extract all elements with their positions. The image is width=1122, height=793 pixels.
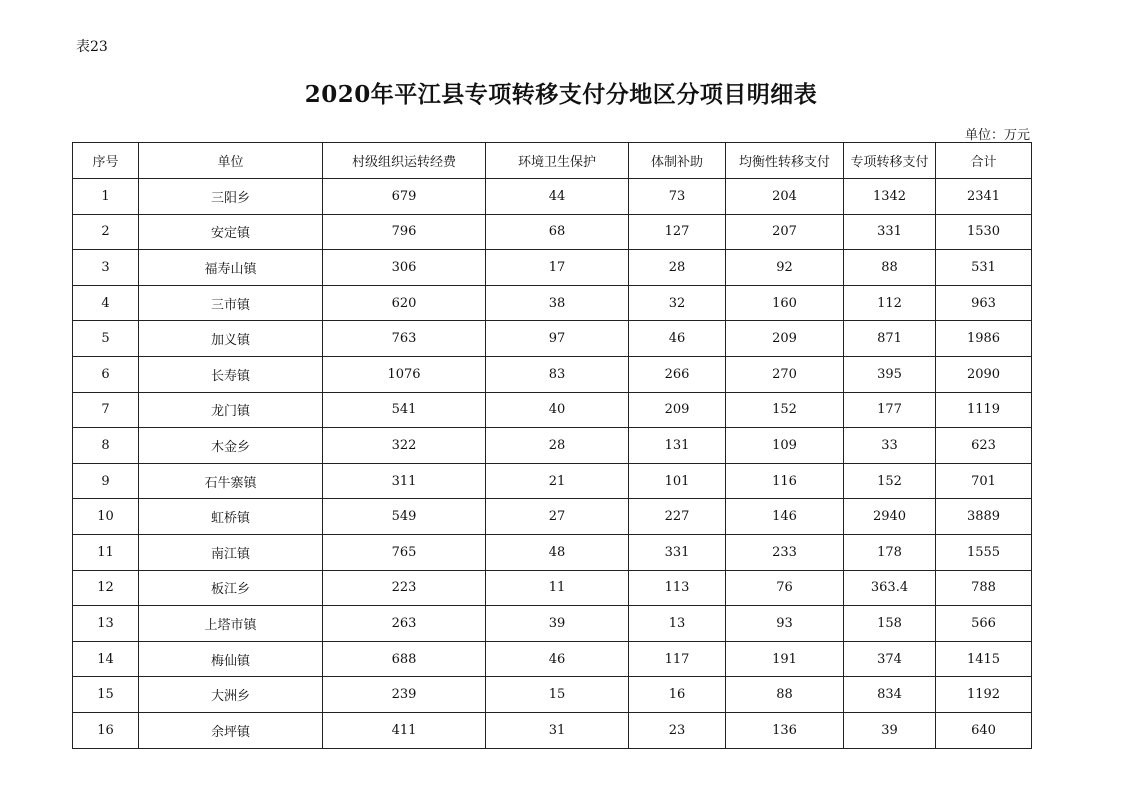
value-cell: 209 [629, 392, 726, 428]
value-cell: 871 [844, 321, 936, 357]
column-header: 专项转移支付 [844, 143, 936, 179]
value-cell: 191 [726, 641, 844, 677]
table-row [73, 641, 1032, 677]
value-cell: 21 [486, 463, 629, 499]
row-index-cell: 13 [73, 606, 139, 642]
value-cell: 209 [726, 321, 844, 357]
value-cell: 2341 [936, 179, 1032, 215]
value-cell: 1119 [936, 392, 1032, 428]
value-cell: 32 [629, 285, 726, 321]
value-cell: 1342 [844, 179, 936, 215]
value-cell: 1555 [936, 534, 1032, 570]
row-index-cell: 1 [73, 179, 139, 215]
table-row [73, 677, 1032, 713]
transfer-payment-table [72, 142, 1032, 749]
row-index-cell: 3 [73, 250, 139, 286]
value-cell: 701 [936, 463, 1032, 499]
table-row [73, 356, 1032, 392]
value-cell: 531 [936, 250, 1032, 286]
column-header: 环境卫生保护 [486, 143, 629, 179]
table-row [73, 214, 1032, 250]
table-row [73, 392, 1032, 428]
unit-name-cell: 板江乡 [139, 570, 323, 606]
value-cell: 131 [629, 428, 726, 464]
unit-name-cell: 虹桥镇 [139, 499, 323, 535]
value-cell: 88 [726, 677, 844, 713]
value-cell: 158 [844, 606, 936, 642]
value-cell: 331 [844, 214, 936, 250]
value-cell: 549 [323, 499, 486, 535]
value-cell: 620 [323, 285, 486, 321]
value-cell: 411 [323, 712, 486, 748]
value-cell: 306 [323, 250, 486, 286]
value-cell: 331 [629, 534, 726, 570]
value-cell: 11 [486, 570, 629, 606]
column-header: 均衡性转移支付 [726, 143, 844, 179]
row-index-cell: 16 [73, 712, 139, 748]
value-cell: 178 [844, 534, 936, 570]
value-cell: 763 [323, 321, 486, 357]
value-cell: 395 [844, 356, 936, 392]
value-cell: 46 [486, 641, 629, 677]
value-cell: 39 [486, 606, 629, 642]
column-header: 村级组织运转经费 [323, 143, 486, 179]
value-cell: 23 [629, 712, 726, 748]
value-cell: 363.4 [844, 570, 936, 606]
unit-name-cell: 余坪镇 [139, 712, 323, 748]
value-cell: 233 [726, 534, 844, 570]
table-row [73, 606, 1032, 642]
value-cell: 28 [629, 250, 726, 286]
value-cell: 796 [323, 214, 486, 250]
value-cell: 204 [726, 179, 844, 215]
row-index-cell: 10 [73, 499, 139, 535]
value-cell: 117 [629, 641, 726, 677]
value-cell: 239 [323, 677, 486, 713]
value-cell: 40 [486, 392, 629, 428]
value-cell: 1076 [323, 356, 486, 392]
value-cell: 31 [486, 712, 629, 748]
value-cell: 113 [629, 570, 726, 606]
table-row [73, 179, 1032, 215]
row-index-cell: 5 [73, 321, 139, 357]
value-cell: 541 [323, 392, 486, 428]
value-cell: 227 [629, 499, 726, 535]
value-cell: 16 [629, 677, 726, 713]
table-row [73, 428, 1032, 464]
unit-name-cell: 安定镇 [139, 214, 323, 250]
value-cell: 1415 [936, 641, 1032, 677]
table-row [73, 463, 1032, 499]
value-cell: 3889 [936, 499, 1032, 535]
value-cell: 788 [936, 570, 1032, 606]
value-cell: 177 [844, 392, 936, 428]
value-cell: 28 [486, 428, 629, 464]
value-cell: 2090 [936, 356, 1032, 392]
value-cell: 17 [486, 250, 629, 286]
column-header: 合计 [936, 143, 1032, 179]
value-cell: 270 [726, 356, 844, 392]
row-index-cell: 2 [73, 214, 139, 250]
row-index-cell: 12 [73, 570, 139, 606]
row-index-cell: 4 [73, 285, 139, 321]
value-cell: 266 [629, 356, 726, 392]
unit-name-cell: 上塔市镇 [139, 606, 323, 642]
value-cell: 2940 [844, 499, 936, 535]
row-index-cell: 11 [73, 534, 139, 570]
value-cell: 679 [323, 179, 486, 215]
table-row [73, 499, 1032, 535]
value-cell: 160 [726, 285, 844, 321]
value-cell: 765 [323, 534, 486, 570]
unit-name-cell: 南江镇 [139, 534, 323, 570]
row-index-cell: 14 [73, 641, 139, 677]
value-cell: 566 [936, 606, 1032, 642]
value-cell: 93 [726, 606, 844, 642]
value-cell: 322 [323, 428, 486, 464]
value-cell: 38 [486, 285, 629, 321]
value-cell: 1192 [936, 677, 1032, 713]
unit-name-cell: 加义镇 [139, 321, 323, 357]
table-header-row [73, 143, 1032, 179]
value-cell: 83 [486, 356, 629, 392]
value-cell: 27 [486, 499, 629, 535]
unit-name-cell: 石牛寨镇 [139, 463, 323, 499]
unit-name-cell: 木金乡 [139, 428, 323, 464]
value-cell: 146 [726, 499, 844, 535]
row-index-cell: 6 [73, 356, 139, 392]
value-cell: 223 [323, 570, 486, 606]
value-cell: 263 [323, 606, 486, 642]
unit-name-cell: 大洲乡 [139, 677, 323, 713]
table-body [73, 179, 1032, 749]
table-row [73, 534, 1032, 570]
value-cell: 640 [936, 712, 1032, 748]
table-number-label: 表23 [76, 39, 108, 55]
value-cell: 92 [726, 250, 844, 286]
value-cell: 136 [726, 712, 844, 748]
unit-name-cell: 三市镇 [139, 285, 323, 321]
unit-name-cell: 长寿镇 [139, 356, 323, 392]
unit-name-cell: 三阳乡 [139, 179, 323, 215]
value-cell: 374 [844, 641, 936, 677]
value-cell: 13 [629, 606, 726, 642]
unit-name-cell: 福寿山镇 [139, 250, 323, 286]
value-cell: 127 [629, 214, 726, 250]
value-cell: 76 [726, 570, 844, 606]
value-cell: 623 [936, 428, 1032, 464]
value-cell: 311 [323, 463, 486, 499]
unit-name-cell: 梅仙镇 [139, 641, 323, 677]
value-cell: 109 [726, 428, 844, 464]
value-cell: 73 [629, 179, 726, 215]
unit-note: 单位：万元 [964, 128, 1030, 143]
value-cell: 46 [629, 321, 726, 357]
value-cell: 1530 [936, 214, 1032, 250]
value-cell: 101 [629, 463, 726, 499]
row-index-cell: 15 [73, 677, 139, 713]
value-cell: 33 [844, 428, 936, 464]
page-title: 2020年平江县专项转移支付分地区分项目明细表 [304, 81, 818, 108]
value-cell: 39 [844, 712, 936, 748]
table-row [73, 250, 1032, 286]
value-cell: 44 [486, 179, 629, 215]
column-header: 序号 [73, 143, 139, 179]
value-cell: 834 [844, 677, 936, 713]
value-cell: 152 [844, 463, 936, 499]
table-row [73, 321, 1032, 357]
value-cell: 116 [726, 463, 844, 499]
value-cell: 207 [726, 214, 844, 250]
value-cell: 112 [844, 285, 936, 321]
value-cell: 97 [486, 321, 629, 357]
table-row [73, 285, 1032, 321]
value-cell: 15 [486, 677, 629, 713]
row-index-cell: 7 [73, 392, 139, 428]
value-cell: 963 [936, 285, 1032, 321]
column-header: 单位 [139, 143, 323, 179]
unit-name-cell: 龙门镇 [139, 392, 323, 428]
value-cell: 688 [323, 641, 486, 677]
table-row [73, 570, 1032, 606]
value-cell: 48 [486, 534, 629, 570]
value-cell: 1986 [936, 321, 1032, 357]
table-row [73, 712, 1032, 748]
value-cell: 68 [486, 214, 629, 250]
row-index-cell: 9 [73, 463, 139, 499]
column-header: 体制补助 [629, 143, 726, 179]
value-cell: 152 [726, 392, 844, 428]
row-index-cell: 8 [73, 428, 139, 464]
value-cell: 88 [844, 250, 936, 286]
